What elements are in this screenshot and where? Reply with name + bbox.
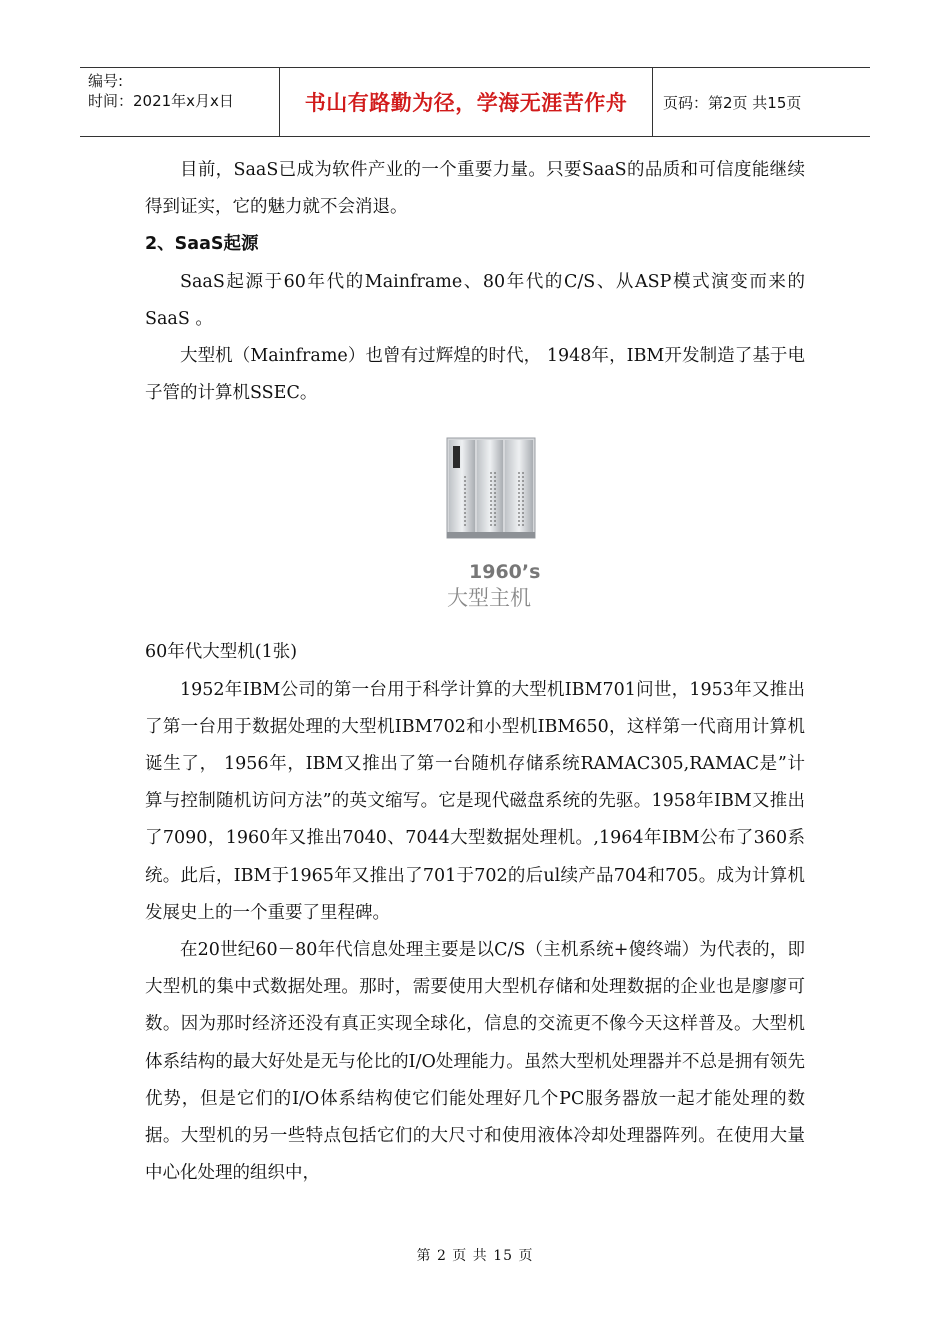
header-meta <box>80 68 280 136</box>
mainframe-computer-image <box>445 436 537 540</box>
document-body <box>145 152 805 1192</box>
code-label: 编号: <box>88 72 124 90</box>
section-heading: 2、SaaS起源 <box>145 234 259 255</box>
figure-year-label: 1960’s <box>469 561 541 584</box>
page-footer: 第 2 页 共 15 页 <box>416 1248 534 1264</box>
date-label: 时间：2021年x月x日 <box>88 92 234 110</box>
paragraph-ibm-history: 1952年IBM公司的第一台用于科学计算的大型机IBM701问世，1953年又推出了第一台用于数据处理的大型机IBM702和小型机IBM650，这样第一代商用计算机诞生了， 1956年，IBM又推出了第一台随机存储系统RAMAC305,RAMAC是”计算与控制随机访问方法”的英文缩写。它是现代磁盘系统的先驱。1958年IBM又推出了7090，1960年又推出7040、7044大型数据处理机。,1964年IBM公布了360系统。此后，IBM于1965年又推出了701于702的后ul续产品704和705。成为计算机发展史上的一个重要了里程碑。 <box>145 679 805 923</box>
paragraph-intro: 目前，SaaS已成为软件产业的一个重要力量。只要SaaS的品质和可信度能继续得到证实，它的魅力就不会消退。 <box>145 160 805 218</box>
mainframe-figure <box>145 426 805 626</box>
header-page-info: 页码：第2页 共15页 <box>663 93 802 112</box>
figure-caption: 60年代大型机(1张) <box>145 642 298 663</box>
page-header <box>80 67 870 137</box>
header-motto: 书山有路勤为径，学海无涯苦作舟 <box>280 68 653 136</box>
figure-title-label: 大型主机 <box>447 586 531 611</box>
paragraph-origin: SaaS起源于60年代的Mainframe、80年代的C/S、从ASP模式演变而来的SaaS 。 <box>145 271 805 329</box>
paragraph-mainframe: 大型机（Mainframe）也曾有过辉煌的时代， 1948年，IBM开发制造了基于电子管的计算机SSEC。 <box>145 346 805 404</box>
paragraph-cs-era: 在20世纪60－80年代信息处理主要是以C/S（主机系统+傻终端）为代表的，即大型机的集中式数据处理。那时，需要使用大型机存储和处理数据的企业也是廖廖可数。因为那时经济还没有真正实现全球化，信息的交流更不像今天这样普及。大型机体系结构的最大好处是无与伦比的I/O处理能力。虽然大型机处理器并不总是拥有领先优势，但是它们的I/O体系结构使它们能处理好几个PC服务器放一起才能处理的数据。大型机的另一些特点包括它们的大尺寸和使用液体冷却处理器阵列。在使用大量中心化处理的组织中， <box>145 940 805 1184</box>
